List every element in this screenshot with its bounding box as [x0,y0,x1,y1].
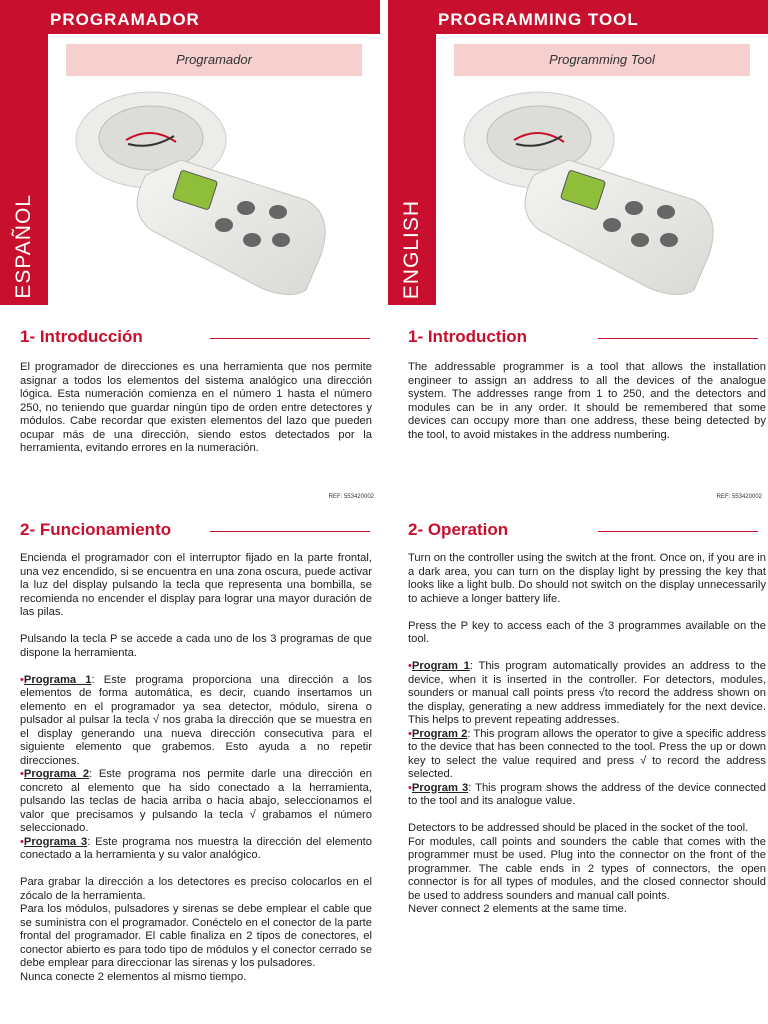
program-1-text: : Este programa proporciona una dirección a los elementos de forma automática, es decir, cuando insertamos un elemento en el programador ya sea detector, módulo, sirena o pulsador al pulsar la tecla √ nos graba la dirección que se muestra en el display generando una nueva dirección consecutiva para el siguiente elemento que grabemos. Esto ayuda a no repetir direcciones. [20,673,372,767]
program-2-text: : This program allows the operator to give a specific address to the device that has been connected to the tool. Press the up or down key to select the value required and press √ to record the address selected. [408,727,766,780]
section-2-text [408,552,766,917]
program-1-label: Program 1 [411,660,470,672]
language-sidebar [388,34,436,305]
program-2-label: Programa 2 [23,768,90,780]
operation-paragraph-3: Detectors to be addressed should be placed in the socket of the tool. [408,822,749,834]
program-3-text: : This program shows the address of the device connected to the tool and its analogue value. [408,781,766,807]
operation-paragraph-1: Turn on the controller using the switch at the front. Once on, if you are in a dark area, you can turn on the display light by pressing the key that looks like a light bulb. Do should not switch on the display unnecessarily to achieve a longer battery life. [408,552,766,605]
section-1-text [408,361,766,456]
program-2-item: •Program 2: This program allows the operator to give a specific address to the device that has been connected to the tool. Press the up or down key to select the value required and press √ to record the address selected. [408,727,766,780]
reference-code: REF: 553420002 [328,494,374,500]
section-1-underline [598,338,758,339]
program-2-item: •Programa 2: Este programa nos permite darle una dirección en concreto al elemento que ha sido conectado a la herramienta, pulsando las teclas de hacia arriba o hacia abajo, seleccionamos el valor que precisamos y pulsando la tecla √ grabamos el número seleccionado. [20,768,373,834]
program-2-text: : Este programa nos permite darle una dirección en concreto al elemento que ha sido conectado a la herramienta, pulsando las teclas de hacia arriba o hacia abajo, seleccionamos el valor que precisamos y pulsando la tecla √ grabamos el número seleccionado. [20,768,373,834]
program-1-item: •Programa 1: Este programa proporciona una dirección a los elementos de forma automática, es decir, cuando insertamos un elemento en el programador ya sea detector, módulo, sirena o pulsador al pulsar la tecla √ nos graba la dirección que se muestra en el display generando una nueva dirección consecutiva para el siguiente elemento que grabemos. Esto ayuda a no repetir direcciones. [20,673,372,767]
subtitle-box: Programming Tool [454,44,750,76]
operation-paragraph-3: Para grabar la dirección a los detectores es preciso colocarlos en el zócalo de la herramienta. [20,876,372,902]
program-1-label: Programa 1 [23,673,92,686]
operation-paragraph-5: Nunca conecte 2 elementos al mismo tiempo. [20,970,247,983]
program-3-label: Programa 3 [23,835,88,848]
spanish-column [0,0,380,1024]
programmer-device-icon [56,80,366,298]
program-1-item: •Program 1: This program automatically provides an address to the device, when it is inserted in the controller. For detectors, modules, sounders or manual call points press √to record the address shown on the display, generating a new address immediately for the next device. This helps to prevent repeating addresses. [408,660,766,726]
header-bar [0,0,380,34]
language-label: ESPAÑOL [12,194,35,299]
programmer-device-icon [444,80,754,298]
section-1-underline [210,338,370,339]
section-2-text [20,552,372,984]
header-gap [380,0,388,305]
program-2-label: Program 2 [411,727,468,740]
section-2-underline [598,531,758,532]
section-1-title: 1- Introduction [408,327,527,346]
section-2-underline [210,531,370,532]
section-2-title: 2- Operation [408,520,509,539]
subtitle-box: Programador [66,44,362,76]
intro-paragraph: El programador de direcciones es una herramienta que nos permite asignar a todos los elementos del sistema analógico una dirección lógica. Esta numeración comienza en el número 1 hasta el número 250, no teniendo que guardar ningún tipo de orden entre detectores y módulos. Cabe recordar que existen elementos del lazo que pueden ocupar más de una dirección, siendo estos detectados por la herramienta, evitando errores en la numeración. [20,361,372,454]
operation-paragraph-4: For modules, call points and sounders the cable that comes with the programmer must be used. Plug into the connector on the front of the programmer. The cable ends in 2 types of connectors, the open connector is for all types of modules, and the closed connector should be used to address sounders and manual call points. [408,835,766,902]
header-title: PROGRAMADOR [50,10,200,29]
program-3-text: : Este programa nos muestra la dirección del elemento conectado a la herramienta y su valor analógico. [20,835,373,861]
header-bar [388,0,768,34]
operation-paragraph-2: Pulsando la tecla P se accede a cada uno de los 3 programas de que dispone la herramienta. [20,633,372,659]
program-1-text: : This program automatically provides an address to the device, when it is inserted in the controller. For detectors, modules, sounders or manual call points press √to record the address shown on the display, generating a new address immediately for the next device. This helps to prevent repeating addresses. [408,660,766,726]
operation-paragraph-4: Para los módulos, pulsadores y sirenas se debe emplear el cable que se suministra con el programador. Conéctelo en el conector de la parte frontal del programador. El cable finaliza en 2 tipos de conectores, el conector abierto es para todo tipo de módulos y el conector cerrado se debe emplear para direccionar las sirenas y los pulsadores. [20,903,372,969]
operation-paragraph-5: Never connect 2 elements at the same time. [408,903,627,915]
program-3-label: Program 3 [411,781,469,794]
operation-paragraph-1: Encienda el programador con el interruptor fijado en la parte frontal, una vez encendido, si se encuentra en una zona oscura, puede activar la luz del display pulsando la tecla que representa una bombilla, se recomienda no encender el display para lograr una mayor duración de las pilas. [20,552,372,618]
section-1-text [20,361,372,469]
section-1-title: 1- Introducción [20,327,143,346]
language-label: ENGLISH [400,199,423,299]
language-sidebar [0,34,48,305]
reference-code: REF: 553420002 [716,494,762,500]
program-3-item: •Program 3: This program shows the address of the device connected to the tool and its analogue value. [408,781,766,807]
operation-paragraph-2: Press the P key to access each of the 3 programmes available on the tool. [408,619,766,645]
intro-paragraph: The addressable programmer is a tool that allows the installation engineer to assign an address to all the devices of the analogue system. The addresses range from 1 to 250, and the detectors and modules can be in any order. It should be remembered that some devices can occupy more than one address, these being detected by the tool, to avoid mistakes in the address numbering. [408,361,766,441]
header-title: PROGRAMMING TOOL [438,10,639,29]
section-2-title: 2- Funcionamiento [20,520,172,539]
english-column [388,0,768,1024]
program-3-item: •Programa 3: Este programa nos muestra la dirección del elemento conectado a la herramienta y su valor analógico. [20,835,373,861]
